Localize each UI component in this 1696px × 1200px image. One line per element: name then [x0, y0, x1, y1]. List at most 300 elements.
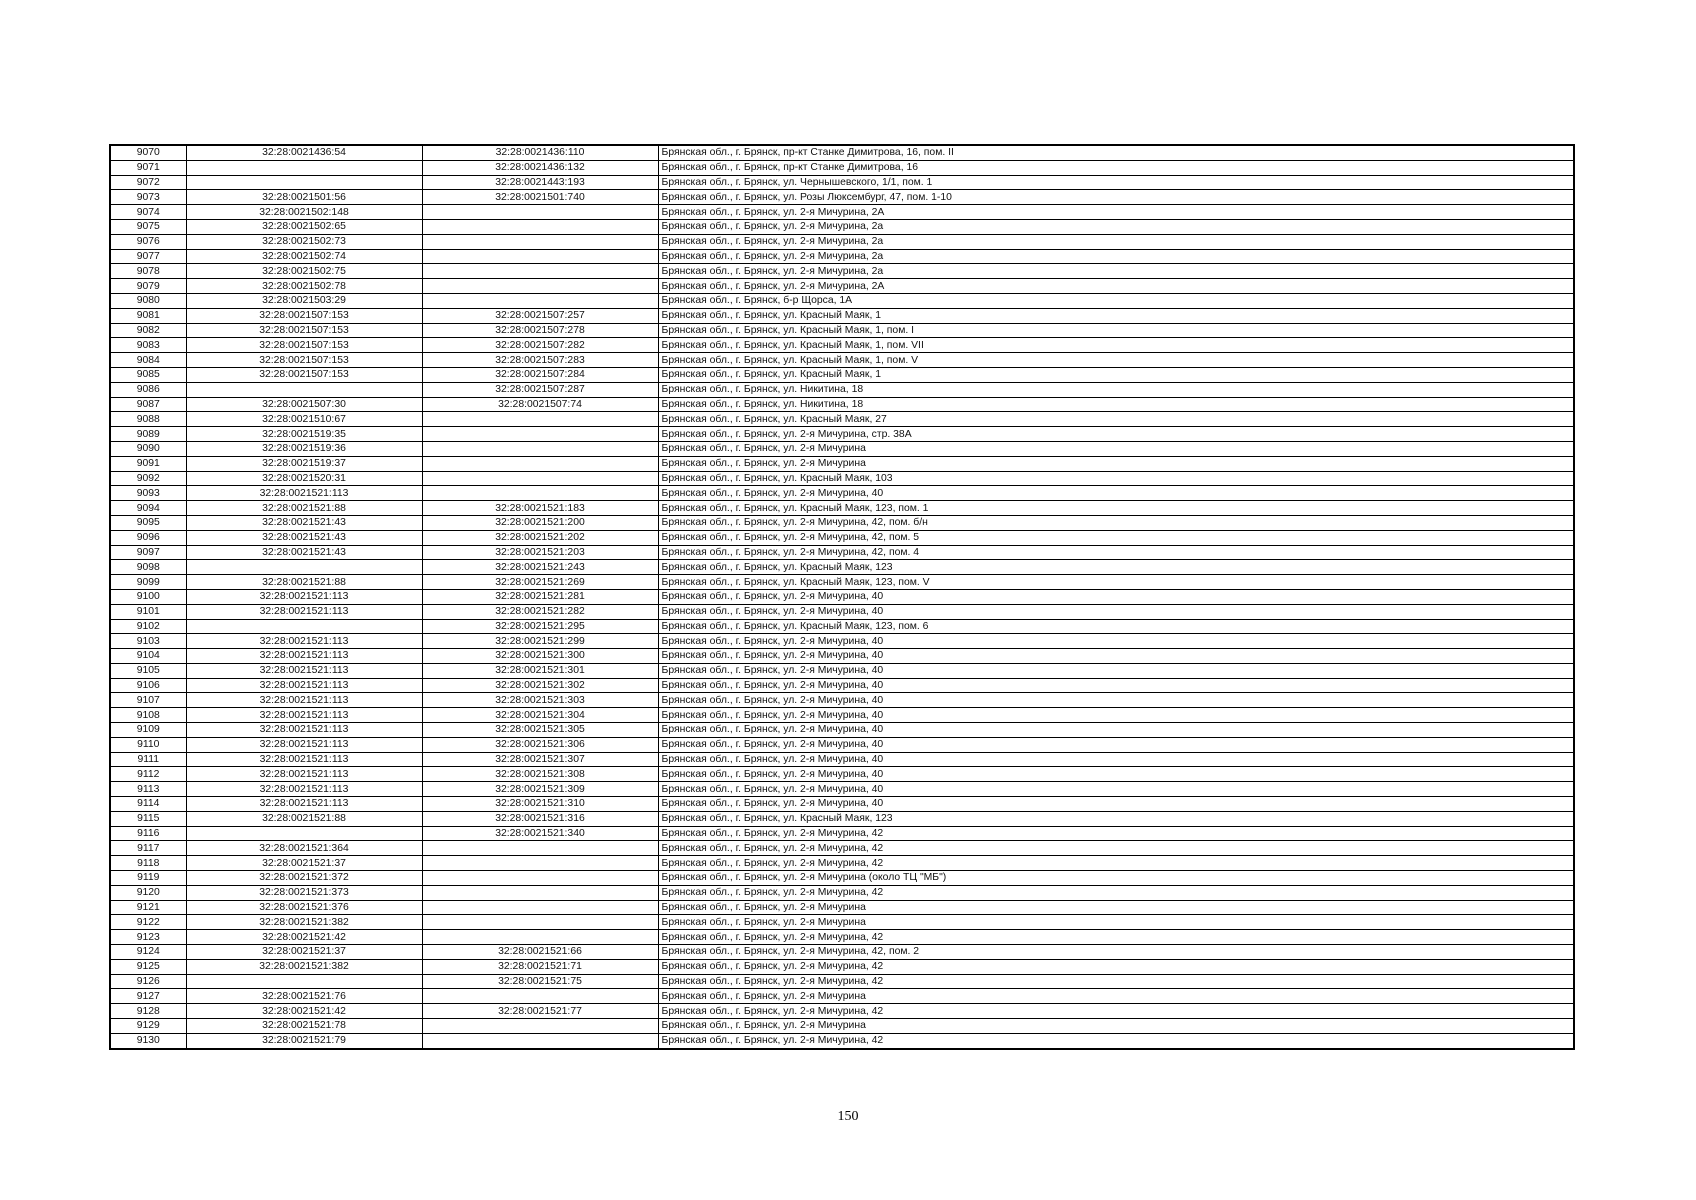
cadastral-number-parcel-cell: 32:28:0021521:373 — [186, 885, 422, 900]
cadastral-number-object-cell: 32:28:0021436:132 — [422, 160, 658, 175]
address-cell: Брянская обл., г. Брянск, ул. Красный Маяк, 123, пом. 6 — [658, 619, 1574, 634]
cadastral-number-parcel-cell: 32:28:0021502:74 — [186, 249, 422, 264]
address-cell: Брянская обл., г. Брянск, ул. 2-я Мичурина, 42 — [658, 841, 1574, 856]
cadastral-number-parcel-cell: 32:28:0021521:113 — [186, 767, 422, 782]
table-row — [110, 441, 1574, 456]
address-cell: Брянская обл., г. Брянск, ул. 2-я Мичурина, 42, пом. 2 — [658, 945, 1574, 960]
cadastral-number-parcel-cell — [186, 560, 422, 575]
cadastral-number-object-cell: 32:28:0021507:257 — [422, 308, 658, 323]
row-number-cell: 9070 — [110, 145, 186, 160]
cadastral-number-object-cell: 32:28:0021521:307 — [422, 752, 658, 767]
cadastral-number-parcel-cell: 32:28:0021521:88 — [186, 575, 422, 590]
table-row — [110, 945, 1574, 960]
cadastral-number-parcel-cell: 32:28:0021521:42 — [186, 930, 422, 945]
address-cell: Брянская обл., г. Брянск, ул. 2-я Мичурина, 2А — [658, 279, 1574, 294]
cadastral-number-object-cell: 32:28:0021521:309 — [422, 782, 658, 797]
cadastral-number-object-cell: 32:28:0021521:66 — [422, 945, 658, 960]
cadastral-number-object-cell: 32:28:0021507:278 — [422, 323, 658, 338]
table-row — [110, 915, 1574, 930]
row-number-cell: 9077 — [110, 249, 186, 264]
row-number-cell: 9119 — [110, 871, 186, 886]
address-cell: Брянская обл., г. Брянск, ул. 2-я Мичурина, 42 — [658, 1004, 1574, 1019]
table-row — [110, 959, 1574, 974]
cadastral-number-parcel-cell: 32:28:0021502:148 — [186, 205, 422, 220]
cadastral-number-parcel-cell: 32:28:0021519:37 — [186, 456, 422, 471]
table-row — [110, 589, 1574, 604]
row-number-cell: 9079 — [110, 279, 186, 294]
cadastral-number-object-cell — [422, 871, 658, 886]
cadastral-number-object-cell — [422, 293, 658, 308]
table-row — [110, 634, 1574, 649]
table-row — [110, 693, 1574, 708]
cadastral-number-object-cell: 32:28:0021443:193 — [422, 175, 658, 190]
row-number-cell: 9085 — [110, 367, 186, 382]
row-number-cell: 9123 — [110, 930, 186, 945]
address-cell: Брянская обл., г. Брянск, ул. 2-я Мичурина, 2а — [658, 234, 1574, 249]
table-row — [110, 545, 1574, 560]
table-row — [110, 841, 1574, 856]
address-cell: Брянская обл., г. Брянск, ул. 2-я Мичурина, 40 — [658, 649, 1574, 664]
row-number-cell: 9113 — [110, 782, 186, 797]
table-row — [110, 367, 1574, 382]
row-number-cell: 9082 — [110, 323, 186, 338]
row-number-cell: 9105 — [110, 663, 186, 678]
table-row — [110, 604, 1574, 619]
cadastral-number-parcel-cell: 32:28:0021521:42 — [186, 1004, 422, 1019]
row-number-cell: 9122 — [110, 915, 186, 930]
cadastral-number-parcel-cell: 32:28:0021521:88 — [186, 501, 422, 516]
cadastral-number-object-cell — [422, 249, 658, 264]
cadastral-number-parcel-cell: 32:28:0021521:364 — [186, 841, 422, 856]
cadastral-number-object-cell: 32:28:0021521:301 — [422, 663, 658, 678]
cadastral-number-parcel-cell: 32:28:0021519:36 — [186, 441, 422, 456]
address-cell: Брянская обл., г. Брянск, пр-кт Станке Димитрова, 16, пом. II — [658, 145, 1574, 160]
address-cell: Брянская обл., г. Брянск, ул. Красный Маяк, 27 — [658, 412, 1574, 427]
cadastral-number-parcel-cell: 32:28:0021507:153 — [186, 367, 422, 382]
cadastral-number-parcel-cell: 32:28:0021503:29 — [186, 293, 422, 308]
address-cell: Брянская обл., г. Брянск, ул. 2-я Мичурина — [658, 441, 1574, 456]
cadastral-number-parcel-cell — [186, 382, 422, 397]
row-number-cell: 9098 — [110, 560, 186, 575]
table-row — [110, 175, 1574, 190]
table-row — [110, 900, 1574, 915]
cadastral-number-parcel-cell: 32:28:0021507:30 — [186, 397, 422, 412]
address-cell: Брянская обл., г. Брянск, ул. Красный Маяк, 103 — [658, 471, 1574, 486]
table-row — [110, 471, 1574, 486]
cadastral-number-object-cell — [422, 989, 658, 1004]
address-cell: Брянская обл., г. Брянск, ул. 2-я Мичурина, 42 — [658, 974, 1574, 989]
address-cell: Брянская обл., г. Брянск, ул. Красный Маяк, 1, пом. V — [658, 353, 1574, 368]
row-number-cell: 9074 — [110, 205, 186, 220]
row-number-cell: 9126 — [110, 974, 186, 989]
row-number-cell: 9106 — [110, 678, 186, 693]
cadastral-number-parcel-cell: 32:28:0021521:43 — [186, 545, 422, 560]
table-row — [110, 663, 1574, 678]
cadastral-number-parcel-cell — [186, 619, 422, 634]
cadastral-number-object-cell — [422, 441, 658, 456]
table-row — [110, 723, 1574, 738]
table-row — [110, 501, 1574, 516]
cadastral-number-object-cell: 32:28:0021521:305 — [422, 723, 658, 738]
cadastral-number-object-cell — [422, 205, 658, 220]
table-row — [110, 826, 1574, 841]
cadastral-number-object-cell: 32:28:0021501:740 — [422, 190, 658, 205]
table-row — [110, 293, 1574, 308]
row-number-cell: 9083 — [110, 338, 186, 353]
cadastral-number-object-cell: 32:28:0021521:295 — [422, 619, 658, 634]
table-row — [110, 989, 1574, 1004]
cadastral-number-object-cell: 32:28:0021521:282 — [422, 604, 658, 619]
cadastral-number-parcel-cell: 32:28:0021521:113 — [186, 486, 422, 501]
row-number-cell: 9097 — [110, 545, 186, 560]
cadastral-number-parcel-cell: 32:28:0021519:35 — [186, 427, 422, 442]
cadastral-number-parcel-cell: 32:28:0021521:76 — [186, 989, 422, 1004]
address-cell: Брянская обл., г. Брянск, ул. 2-я Мичурина — [658, 900, 1574, 915]
cadastral-number-parcel-cell: 32:28:0021502:73 — [186, 234, 422, 249]
table-row — [110, 219, 1574, 234]
cadastral-number-object-cell — [422, 856, 658, 871]
cadastral-number-object-cell: 32:28:0021521:299 — [422, 634, 658, 649]
table-row — [110, 649, 1574, 664]
table-row — [110, 811, 1574, 826]
row-number-cell: 9086 — [110, 382, 186, 397]
address-cell: Брянская обл., г. Брянск, ул. 2-я Мичурина — [658, 456, 1574, 471]
table-row — [110, 515, 1574, 530]
address-cell: Брянская обл., г. Брянск, ул. 2-я Мичурина, 40 — [658, 767, 1574, 782]
table-row — [110, 1019, 1574, 1034]
row-number-cell: 9103 — [110, 634, 186, 649]
address-cell: Брянская обл., г. Брянск, ул. 2-я Мичурина, 2а — [658, 264, 1574, 279]
address-cell: Брянская обл., г. Брянск, ул. Красный Маяк, 123, пом. 1 — [658, 501, 1574, 516]
address-cell: Брянская обл., г. Брянск, ул. Красный Маяк, 1 — [658, 367, 1574, 382]
cadastral-number-parcel-cell: 32:28:0021521:43 — [186, 530, 422, 545]
cadastral-number-parcel-cell: 32:28:0021521:113 — [186, 708, 422, 723]
address-cell: Брянская обл., г. Брянск, ул. 2-я Мичурина, 42, пом. 4 — [658, 545, 1574, 560]
address-cell: Брянская обл., г. Брянск, ул. 2-я Мичурина, 42 — [658, 826, 1574, 841]
cadastral-number-object-cell — [422, 456, 658, 471]
row-number-cell: 9116 — [110, 826, 186, 841]
cadastral-number-object-cell: 32:28:0021436:110 — [422, 145, 658, 160]
cadastral-number-parcel-cell: 32:28:0021507:153 — [186, 353, 422, 368]
row-number-cell: 9075 — [110, 219, 186, 234]
table-row — [110, 871, 1574, 886]
cadastral-number-parcel-cell: 32:28:0021521:113 — [186, 589, 422, 604]
cadastral-number-object-cell: 32:28:0021507:282 — [422, 338, 658, 353]
table-row — [110, 323, 1574, 338]
cadastral-number-object-cell: 32:28:0021521:308 — [422, 767, 658, 782]
cadastral-number-object-cell — [422, 915, 658, 930]
table-row — [110, 456, 1574, 471]
row-number-cell: 9111 — [110, 752, 186, 767]
cadastral-number-object-cell — [422, 900, 658, 915]
row-number-cell: 9129 — [110, 1019, 186, 1034]
row-number-cell: 9107 — [110, 693, 186, 708]
row-number-cell: 9121 — [110, 900, 186, 915]
table-body — [110, 145, 1574, 1049]
row-number-cell: 9090 — [110, 441, 186, 456]
row-number-cell: 9081 — [110, 308, 186, 323]
cadastral-number-object-cell — [422, 930, 658, 945]
page-number: 150 — [837, 1109, 859, 1124]
address-cell: Брянская обл., г. Брянск, ул. 2-я Мичурина, 40 — [658, 589, 1574, 604]
address-cell: Брянская обл., г. Брянск, ул. 2-я Мичурина, 42 — [658, 1033, 1574, 1048]
cadastral-number-object-cell: 32:28:0021521:306 — [422, 737, 658, 752]
row-number-cell: 9117 — [110, 841, 186, 856]
cadastral-number-parcel-cell: 32:28:0021436:54 — [186, 145, 422, 160]
table-row — [110, 752, 1574, 767]
row-number-cell: 9100 — [110, 589, 186, 604]
address-cell: Брянская обл., г. Брянск, ул. Красный Маяк, 1 — [658, 308, 1574, 323]
cadastral-number-parcel-cell: 32:28:0021521:113 — [186, 752, 422, 767]
table-row — [110, 782, 1574, 797]
table-row — [110, 205, 1574, 220]
table-row — [110, 974, 1574, 989]
address-cell: Брянская обл., г. Брянск, ул. Красный Маяк, 123 — [658, 560, 1574, 575]
cadastral-number-object-cell: 32:28:0021521:183 — [422, 501, 658, 516]
cadastral-number-object-cell — [422, 885, 658, 900]
cadastral-number-parcel-cell: 32:28:0021507:153 — [186, 308, 422, 323]
cadastral-number-parcel-cell: 32:28:0021502:65 — [186, 219, 422, 234]
row-number-cell: 9073 — [110, 190, 186, 205]
cadastral-number-object-cell — [422, 486, 658, 501]
row-number-cell: 9127 — [110, 989, 186, 1004]
row-number-cell: 9093 — [110, 486, 186, 501]
cadastral-number-object-cell: 32:28:0021521:300 — [422, 649, 658, 664]
cadastral-number-parcel-cell: 32:28:0021521:79 — [186, 1033, 422, 1048]
row-number-cell: 9084 — [110, 353, 186, 368]
cadastral-number-object-cell: 32:28:0021507:283 — [422, 353, 658, 368]
address-cell: Брянская обл., г. Брянск, ул. 2-я Мичурина, 2А — [658, 205, 1574, 220]
cadastral-number-object-cell — [422, 1033, 658, 1048]
table-row — [110, 397, 1574, 412]
cadastral-number-object-cell — [422, 1019, 658, 1034]
cadastral-number-parcel-cell: 32:28:0021521:113 — [186, 797, 422, 812]
cadastral-number-object-cell: 32:28:0021521:71 — [422, 959, 658, 974]
cadastral-number-parcel-cell: 32:28:0021521:113 — [186, 678, 422, 693]
cadastral-number-parcel-cell: 32:28:0021520:31 — [186, 471, 422, 486]
row-number-cell: 9109 — [110, 723, 186, 738]
cadastral-number-parcel-cell: 32:28:0021521:376 — [186, 900, 422, 915]
row-number-cell: 9118 — [110, 856, 186, 871]
table-row — [110, 160, 1574, 175]
cadastral-number-object-cell: 32:28:0021521:303 — [422, 693, 658, 708]
cadastral-number-parcel-cell — [186, 826, 422, 841]
cadastral-number-object-cell: 32:28:0021521:269 — [422, 575, 658, 590]
row-number-cell: 9092 — [110, 471, 186, 486]
row-number-cell: 9124 — [110, 945, 186, 960]
address-cell: Брянская обл., г. Брянск, ул. 2-я Мичурина, 40 — [658, 708, 1574, 723]
row-number-cell: 9087 — [110, 397, 186, 412]
table-row — [110, 737, 1574, 752]
row-number-cell: 9110 — [110, 737, 186, 752]
cadastral-number-object-cell: 32:28:0021521:75 — [422, 974, 658, 989]
cadastral-number-parcel-cell: 32:28:0021521:37 — [186, 945, 422, 960]
address-cell: Брянская обл., г. Брянск, ул. Красный Маяк, 1, пом. VII — [658, 338, 1574, 353]
table-row — [110, 338, 1574, 353]
table-row — [110, 619, 1574, 634]
row-number-cell: 9071 — [110, 160, 186, 175]
cadastral-number-parcel-cell — [186, 175, 422, 190]
table-row — [110, 678, 1574, 693]
address-cell: Брянская обл., г. Брянск, ул. 2-я Мичурина, 40 — [658, 693, 1574, 708]
cadastral-number-parcel-cell: 32:28:0021521:88 — [186, 811, 422, 826]
address-cell: Брянская обл., г. Брянск, ул. 2-я Мичурина, 40 — [658, 486, 1574, 501]
table-row — [110, 530, 1574, 545]
address-cell: Брянская обл., г. Брянск, ул. 2-я Мичурина, 2а — [658, 219, 1574, 234]
address-cell: Брянская обл., г. Брянск, ул. 2-я Мичурина, 40 — [658, 634, 1574, 649]
cadastral-number-parcel-cell: 32:28:0021521:43 — [186, 515, 422, 530]
row-number-cell: 9115 — [110, 811, 186, 826]
address-cell: Брянская обл., г. Брянск, ул. Красный Маяк, 123, пом. V — [658, 575, 1574, 590]
cadastral-number-object-cell — [422, 427, 658, 442]
cadastral-number-object-cell: 32:28:0021521:77 — [422, 1004, 658, 1019]
table-row — [110, 427, 1574, 442]
table-row — [110, 486, 1574, 501]
cadastral-number-parcel-cell: 32:28:0021521:113 — [186, 649, 422, 664]
cadastral-number-parcel-cell: 32:28:0021507:153 — [186, 338, 422, 353]
table-row — [110, 382, 1574, 397]
table-row — [110, 1033, 1574, 1048]
row-number-cell: 9120 — [110, 885, 186, 900]
cadastral-number-parcel-cell: 32:28:0021521:113 — [186, 723, 422, 738]
address-cell: Брянская обл., г. Брянск, ул. 2-я Мичурина, 40 — [658, 723, 1574, 738]
address-cell: Брянская обл., г. Брянск, ул. Никитина, 18 — [658, 382, 1574, 397]
cadastral-number-object-cell — [422, 264, 658, 279]
cadastral-number-parcel-cell — [186, 974, 422, 989]
row-number-cell: 9095 — [110, 515, 186, 530]
row-number-cell: 9094 — [110, 501, 186, 516]
address-cell: Брянская обл., г. Брянск, ул. 2-я Мичурина, 40 — [658, 663, 1574, 678]
cadastral-number-parcel-cell: 32:28:0021521:113 — [186, 604, 422, 619]
cadastral-number-parcel-cell: 32:28:0021521:113 — [186, 782, 422, 797]
address-cell: Брянская обл., г. Брянск, ул. 2-я Мичурина, 42 — [658, 885, 1574, 900]
row-number-cell: 9102 — [110, 619, 186, 634]
address-cell: Брянская обл., г. Брянск, ул. 2-я Мичурина — [658, 989, 1574, 1004]
cadastral-number-parcel-cell: 32:28:0021502:78 — [186, 279, 422, 294]
cadastral-number-object-cell: 32:28:0021507:284 — [422, 367, 658, 382]
address-cell: Брянская обл., г. Брянск, пр-кт Станке Димитрова, 16 — [658, 160, 1574, 175]
address-cell: Брянская обл., г. Брянск, ул. 2-я Мичурина, 42, пом. 5 — [658, 530, 1574, 545]
row-number-cell: 9089 — [110, 427, 186, 442]
cadastral-number-parcel-cell: 32:28:0021521:372 — [186, 871, 422, 886]
address-cell: Брянская обл., г. Брянск, ул. 2-я Мичурина, 2а — [658, 249, 1574, 264]
cadastral-number-parcel-cell: 32:28:0021521:382 — [186, 915, 422, 930]
address-cell: Брянская обл., г. Брянск, ул. Чернышевского, 1/1, пом. 1 — [658, 175, 1574, 190]
table-row — [110, 308, 1574, 323]
cadastral-number-object-cell: 32:28:0021507:287 — [422, 382, 658, 397]
table-row — [110, 145, 1574, 160]
row-number-cell: 9125 — [110, 959, 186, 974]
cadastral-number-object-cell: 32:28:0021521:243 — [422, 560, 658, 575]
address-cell: Брянская обл., г. Брянск, ул. 2-я Мичурина (около ТЦ "МБ") — [658, 871, 1574, 886]
address-cell: Брянская обл., г. Брянск, ул. Красный Маяк, 123 — [658, 811, 1574, 826]
cadastral-number-parcel-cell: 32:28:0021521:37 — [186, 856, 422, 871]
row-number-cell: 9096 — [110, 530, 186, 545]
address-cell: Брянская обл., г. Брянск, б-р Щорса, 1А — [658, 293, 1574, 308]
table-row — [110, 885, 1574, 900]
table-row — [110, 264, 1574, 279]
cadastral-number-object-cell — [422, 234, 658, 249]
table-row — [110, 575, 1574, 590]
table-row — [110, 412, 1574, 427]
cadastral-number-object-cell: 32:28:0021521:302 — [422, 678, 658, 693]
cadastral-number-object-cell: 32:28:0021521:316 — [422, 811, 658, 826]
cadastral-number-parcel-cell: 32:28:0021507:153 — [186, 323, 422, 338]
table-row — [110, 767, 1574, 782]
table-row — [110, 353, 1574, 368]
address-cell: Брянская обл., г. Брянск, ул. 2-я Мичурина, 40 — [658, 752, 1574, 767]
address-cell: Брянская обл., г. Брянск, ул. 2-я Мичурина, 40 — [658, 737, 1574, 752]
row-number-cell: 9108 — [110, 708, 186, 723]
cadastral-table — [109, 144, 1575, 1050]
address-cell: Брянская обл., г. Брянск, ул. 2-я Мичурина, 42 — [658, 930, 1574, 945]
address-cell: Брянская обл., г. Брянск, ул. Красный Маяк, 1, пом. I — [658, 323, 1574, 338]
cadastral-number-object-cell: 32:28:0021521:281 — [422, 589, 658, 604]
row-number-cell: 9114 — [110, 797, 186, 812]
table-row — [110, 930, 1574, 945]
cadastral-number-object-cell — [422, 219, 658, 234]
table-row — [110, 234, 1574, 249]
row-number-cell: 9130 — [110, 1033, 186, 1048]
address-cell: Брянская обл., г. Брянск, ул. Никитина, 18 — [658, 397, 1574, 412]
cadastral-number-object-cell: 32:28:0021521:202 — [422, 530, 658, 545]
row-number-cell: 9078 — [110, 264, 186, 279]
cadastral-number-parcel-cell: 32:28:0021501:56 — [186, 190, 422, 205]
cadastral-number-object-cell: 32:28:0021521:203 — [422, 545, 658, 560]
address-cell: Брянская обл., г. Брянск, ул. 2-я Мичурина, 42, пом. б/н — [658, 515, 1574, 530]
row-number-cell: 9101 — [110, 604, 186, 619]
row-number-cell: 9080 — [110, 293, 186, 308]
row-number-cell: 9091 — [110, 456, 186, 471]
cadastral-number-parcel-cell: 32:28:0021521:113 — [186, 663, 422, 678]
row-number-cell: 9112 — [110, 767, 186, 782]
address-cell: Брянская обл., г. Брянск, ул. 2-я Мичурина, 40 — [658, 782, 1574, 797]
table-row — [110, 856, 1574, 871]
cadastral-number-parcel-cell: 32:28:0021510:67 — [186, 412, 422, 427]
row-number-cell: 9072 — [110, 175, 186, 190]
row-number-cell: 9076 — [110, 234, 186, 249]
cadastral-number-object-cell — [422, 471, 658, 486]
cadastral-number-object-cell: 32:28:0021521:340 — [422, 826, 658, 841]
address-cell: Брянская обл., г. Брянск, ул. 2-я Мичурина, 40 — [658, 604, 1574, 619]
address-cell: Брянская обл., г. Брянск, ул. 2-я Мичурина, 40 — [658, 797, 1574, 812]
address-cell: Брянская обл., г. Брянск, ул. 2-я Мичурина, 42 — [658, 959, 1574, 974]
cadastral-number-object-cell — [422, 279, 658, 294]
cadastral-number-parcel-cell: 32:28:0021521:78 — [186, 1019, 422, 1034]
address-cell: Брянская обл., г. Брянск, ул. 2-я Мичурина, стр. 38А — [658, 427, 1574, 442]
cadastral-number-object-cell — [422, 412, 658, 427]
cadastral-number-object-cell: 32:28:0021521:304 — [422, 708, 658, 723]
cadastral-number-object-cell: 32:28:0021507:74 — [422, 397, 658, 412]
table-row — [110, 797, 1574, 812]
row-number-cell: 9088 — [110, 412, 186, 427]
table-row — [110, 190, 1574, 205]
address-cell: Брянская обл., г. Брянск, ул. Розы Люксембург, 47, пом. 1-10 — [658, 190, 1574, 205]
address-cell: Брянская обл., г. Брянск, ул. 2-я Мичурина, 40 — [658, 678, 1574, 693]
row-number-cell: 9099 — [110, 575, 186, 590]
table-row — [110, 708, 1574, 723]
address-cell: Брянская обл., г. Брянск, ул. 2-я Мичурина — [658, 1019, 1574, 1034]
cadastral-number-parcel-cell: 32:28:0021502:75 — [186, 264, 422, 279]
row-number-cell: 9128 — [110, 1004, 186, 1019]
cadastral-number-object-cell: 32:28:0021521:200 — [422, 515, 658, 530]
address-cell: Брянская обл., г. Брянск, ул. 2-я Мичурина, 42 — [658, 856, 1574, 871]
cadastral-number-object-cell — [422, 841, 658, 856]
table-row — [110, 249, 1574, 264]
cadastral-number-parcel-cell: 32:28:0021521:382 — [186, 959, 422, 974]
cadastral-number-parcel-cell: 32:28:0021521:113 — [186, 693, 422, 708]
cadastral-number-parcel-cell — [186, 160, 422, 175]
